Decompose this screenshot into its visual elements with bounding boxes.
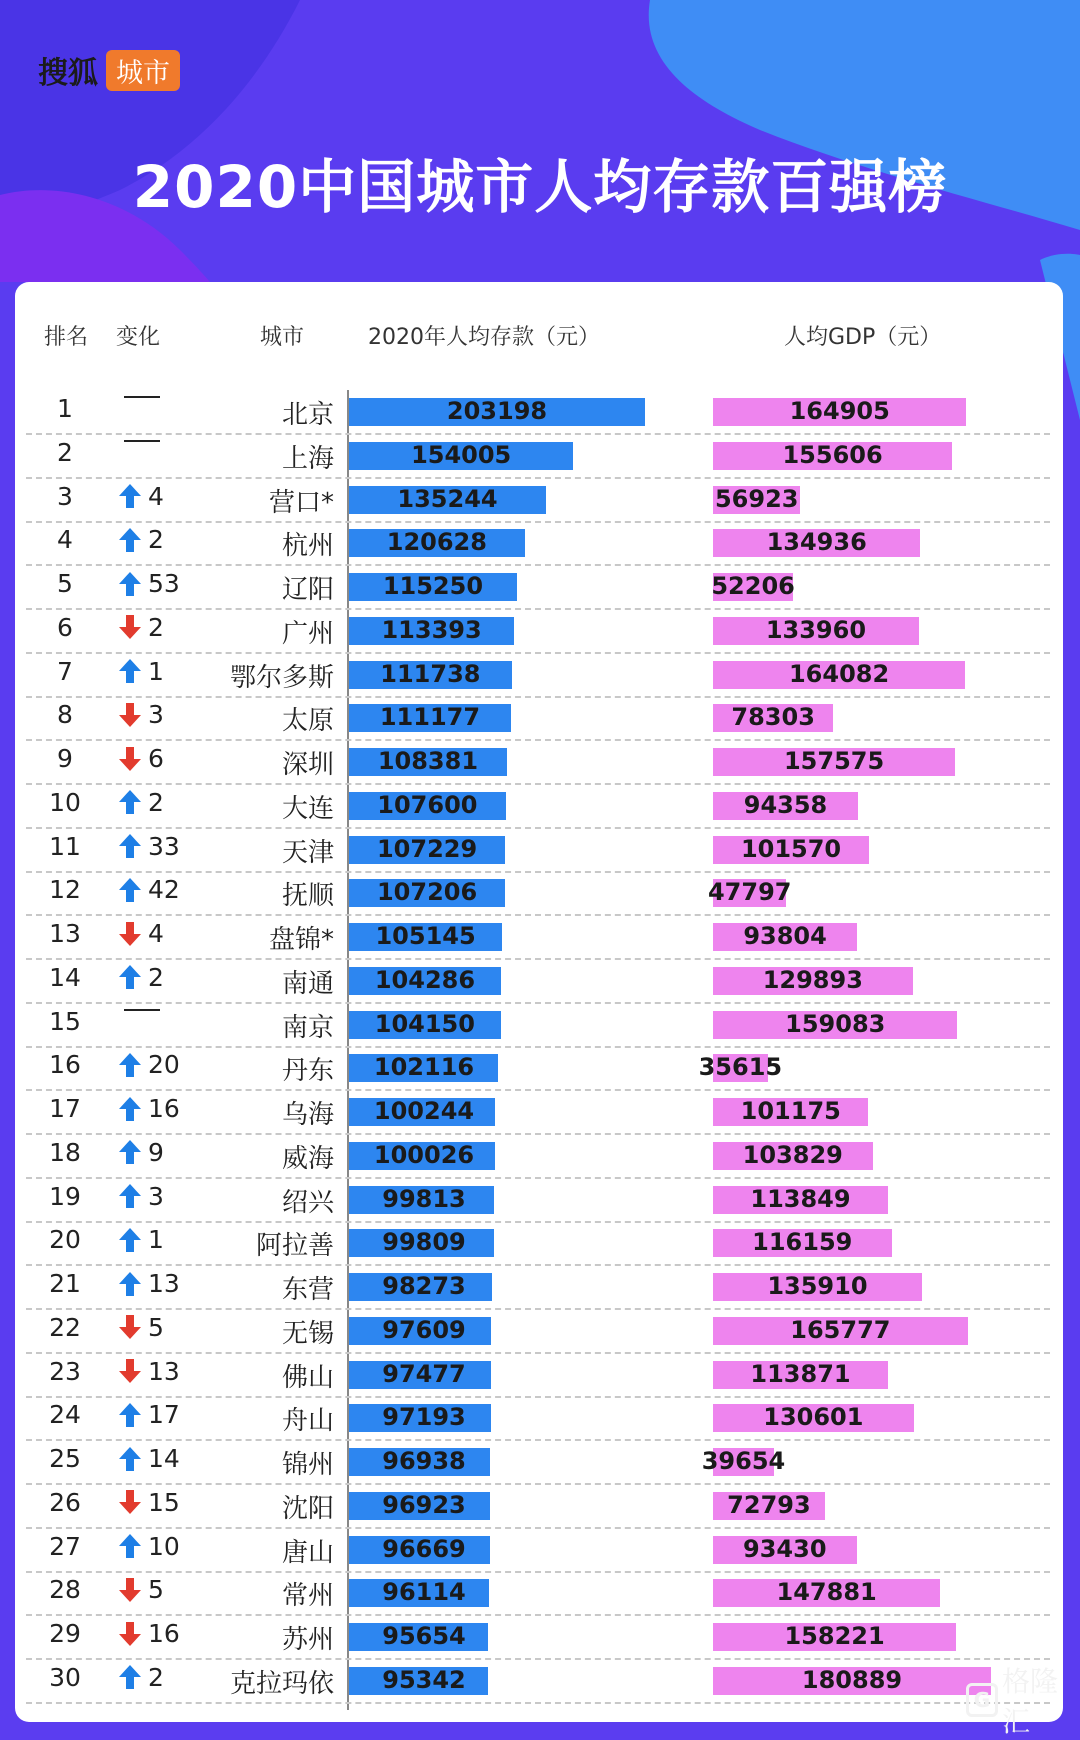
table-row bbox=[0, 1528, 1080, 1572]
change-cell bbox=[118, 1663, 208, 1692]
change-value: 17 bbox=[148, 1400, 180, 1430]
rank-cell: 8 bbox=[57, 700, 73, 730]
city-name: 东营 bbox=[281, 1275, 334, 1305]
gdp-value: 159083 bbox=[785, 1009, 886, 1038]
deposit-value: 120628 bbox=[386, 528, 487, 557]
change-value: 1 bbox=[148, 1225, 164, 1255]
change-value: 6 bbox=[148, 744, 164, 773]
arrow-up-icon bbox=[118, 1664, 142, 1690]
rank-cell: 16 bbox=[49, 1050, 81, 1080]
table-row bbox=[0, 1571, 1080, 1615]
change-cell bbox=[118, 1488, 208, 1517]
watermark-logo-icon: G bbox=[966, 1683, 998, 1717]
change-cell bbox=[118, 919, 208, 948]
rank-cell: 23 bbox=[49, 1356, 81, 1386]
rank-cell: 18 bbox=[49, 1137, 81, 1167]
city-name: 上海 bbox=[281, 443, 334, 474]
change-cell bbox=[118, 1225, 208, 1254]
change-value: 2 bbox=[148, 612, 164, 642]
table-row bbox=[0, 565, 1080, 609]
watermark bbox=[966, 1660, 1080, 1740]
change-cell bbox=[118, 1444, 208, 1473]
arrow-up-icon bbox=[118, 658, 142, 684]
gdp-value: 52206 bbox=[711, 572, 795, 600]
table-row bbox=[0, 1615, 1080, 1659]
arrow-up-icon bbox=[118, 483, 142, 509]
no-change-dash-icon bbox=[124, 396, 160, 398]
deposit-value: 100026 bbox=[373, 1140, 475, 1169]
change-value: 2 bbox=[148, 1662, 164, 1692]
arrow-down-icon bbox=[118, 921, 142, 947]
gdp-value: 93430 bbox=[743, 1534, 827, 1563]
city-name: 盘锦* bbox=[268, 925, 334, 955]
deposit-value: 96114 bbox=[382, 1578, 466, 1607]
table-row bbox=[0, 1659, 1080, 1703]
arrow-up-icon bbox=[118, 1446, 142, 1472]
city-name: 鄂尔多斯 bbox=[229, 662, 334, 693]
deposit-value: 115250 bbox=[382, 572, 484, 600]
rank-cell: 11 bbox=[49, 831, 81, 861]
deposit-value: 105145 bbox=[375, 922, 476, 950]
change-value: 3 bbox=[148, 700, 164, 730]
change-value: 16 bbox=[148, 1094, 180, 1123]
arrow-up-icon bbox=[118, 833, 142, 859]
change-value: 14 bbox=[148, 1444, 180, 1473]
rank-cell: 22 bbox=[49, 1312, 81, 1342]
gdp-value: 133960 bbox=[765, 615, 867, 644]
change-cell bbox=[118, 1313, 208, 1342]
deposit-value: 135244 bbox=[397, 484, 498, 513]
city-name: 南京 bbox=[281, 1012, 334, 1043]
deposit-value: 99809 bbox=[382, 1228, 466, 1257]
city-name: 天津 bbox=[281, 837, 334, 868]
change-cell bbox=[118, 1532, 208, 1561]
city-name: 南通 bbox=[281, 968, 334, 999]
change-cell bbox=[118, 1400, 208, 1429]
brand-name: 搜狐 bbox=[38, 56, 98, 91]
table-row bbox=[0, 1440, 1080, 1484]
deposit-value: 97193 bbox=[382, 1403, 466, 1432]
rank-cell: 1 bbox=[57, 394, 73, 423]
gdp-value: 39654 bbox=[701, 1447, 786, 1475]
change-value: 5 bbox=[148, 1575, 164, 1605]
rank-cell: 28 bbox=[49, 1575, 81, 1605]
table-row bbox=[0, 696, 1080, 740]
gdp-value: 164905 bbox=[789, 397, 890, 425]
table-row bbox=[0, 1265, 1080, 1309]
rank-cell: 13 bbox=[49, 919, 81, 948]
gdp-value: 158221 bbox=[784, 1622, 885, 1650]
city-name: 苏州 bbox=[281, 1625, 334, 1655]
change-value: 2 bbox=[148, 525, 164, 555]
page-title: 2020中国城市人均存款百强榜 bbox=[132, 153, 948, 221]
table-row bbox=[0, 1134, 1080, 1178]
arrow-down-icon bbox=[118, 1358, 142, 1384]
city-name: 深圳 bbox=[281, 750, 334, 780]
deposit-value: 97477 bbox=[382, 1359, 466, 1388]
deposit-value: 107206 bbox=[376, 878, 478, 907]
change-value: 53 bbox=[148, 569, 180, 598]
change-value: 16 bbox=[148, 1619, 180, 1648]
city-name: 乌海 bbox=[281, 1100, 334, 1130]
watermark-text: 格隆汇 bbox=[1002, 1665, 1059, 1738]
deposit-value: 99813 bbox=[382, 1184, 466, 1213]
arrow-down-icon bbox=[118, 614, 142, 640]
change-cell bbox=[118, 525, 208, 554]
table-row bbox=[0, 1003, 1080, 1047]
arrow-up-icon bbox=[118, 789, 142, 815]
city-name: 舟山 bbox=[281, 1406, 334, 1437]
table-row bbox=[0, 1353, 1080, 1397]
change-cell bbox=[118, 700, 208, 729]
gdp-value: 72793 bbox=[727, 1490, 811, 1519]
rank-cell: 3 bbox=[57, 481, 73, 511]
change-value: 13 bbox=[148, 1269, 180, 1298]
rank-cell: 20 bbox=[49, 1225, 81, 1255]
deposit-value: 113393 bbox=[381, 615, 482, 644]
change-cell bbox=[118, 1269, 208, 1298]
deposit-value: 111738 bbox=[380, 659, 481, 688]
change-cell bbox=[118, 569, 208, 598]
arrow-up-icon bbox=[118, 1271, 142, 1297]
rank-cell: 6 bbox=[57, 612, 73, 642]
gdp-value: 147881 bbox=[776, 1578, 877, 1607]
gdp-value: 135910 bbox=[767, 1272, 868, 1300]
table-row bbox=[0, 1046, 1080, 1090]
arrow-down-icon bbox=[118, 1577, 142, 1603]
city-name: 辽阳 bbox=[281, 575, 334, 605]
rank-cell: 7 bbox=[57, 656, 73, 686]
table-row bbox=[0, 653, 1080, 697]
city-name: 无锡 bbox=[281, 1318, 334, 1349]
rank-cell: 27 bbox=[49, 1531, 81, 1561]
deposit-value: 95654 bbox=[382, 1622, 466, 1650]
city-name: 威海 bbox=[281, 1143, 334, 1174]
rank-cell: 12 bbox=[49, 875, 81, 905]
change-cell bbox=[118, 394, 208, 398]
rank-cell: 19 bbox=[49, 1181, 81, 1211]
table-row bbox=[0, 828, 1080, 872]
table-row bbox=[0, 390, 1080, 434]
gdp-value: 93804 bbox=[743, 922, 827, 950]
gdp-value: 164082 bbox=[788, 659, 890, 688]
header-gdp: 人均GDP（元） bbox=[784, 325, 942, 350]
rank-cell: 30 bbox=[49, 1662, 81, 1692]
change-value: 9 bbox=[148, 1137, 164, 1167]
rank-cell: 26 bbox=[49, 1487, 81, 1517]
city-name: 锦州 bbox=[281, 1450, 334, 1480]
rank-cell: 14 bbox=[49, 962, 81, 992]
city-name: 丹东 bbox=[281, 1056, 334, 1087]
table-row bbox=[0, 959, 1080, 1003]
change-value: 20 bbox=[148, 1050, 180, 1080]
change-cell bbox=[118, 1182, 208, 1211]
change-value: 2 bbox=[148, 787, 164, 817]
table-row bbox=[0, 915, 1080, 959]
deposit-value: 97609 bbox=[382, 1315, 466, 1344]
change-value: 10 bbox=[148, 1531, 180, 1561]
no-change-dash-icon bbox=[124, 440, 160, 442]
change-value: 2 bbox=[148, 962, 164, 992]
table-row bbox=[0, 1309, 1080, 1353]
arrow-up-icon bbox=[118, 877, 142, 903]
arrow-up-icon bbox=[118, 1533, 142, 1559]
city-name: 唐山 bbox=[281, 1537, 334, 1568]
city-name: 杭州 bbox=[281, 531, 334, 562]
gdp-value: 180889 bbox=[801, 1665, 903, 1694]
deposit-value: 107229 bbox=[376, 834, 478, 863]
table-row bbox=[0, 871, 1080, 915]
arrow-up-icon bbox=[118, 1183, 142, 1209]
gdp-value: 78303 bbox=[731, 703, 815, 732]
gdp-value: 113849 bbox=[750, 1184, 851, 1213]
city-name: 沈阳 bbox=[281, 1493, 334, 1524]
change-value: 3 bbox=[148, 1181, 164, 1211]
city-name: 克拉玛依 bbox=[229, 1668, 334, 1699]
header-deposit: 2020年人均存款（元） bbox=[368, 325, 600, 350]
city-name: 大连 bbox=[281, 793, 334, 824]
arrow-up-icon bbox=[118, 964, 142, 990]
gdp-value: 113871 bbox=[750, 1359, 851, 1388]
change-value: 42 bbox=[148, 875, 180, 905]
gdp-value: 134936 bbox=[766, 528, 867, 557]
city-name: 营口* bbox=[268, 487, 334, 518]
table-row bbox=[0, 1178, 1080, 1222]
header-city: 城市 bbox=[260, 325, 305, 350]
gdp-value: 157575 bbox=[783, 747, 885, 775]
table-row bbox=[0, 609, 1080, 653]
rank-cell: 15 bbox=[49, 1006, 81, 1036]
rank-cell: 10 bbox=[49, 787, 81, 817]
deposit-value: 203198 bbox=[446, 397, 548, 425]
gdp-value: 47797 bbox=[707, 878, 792, 907]
city-name: 绍兴 bbox=[281, 1187, 334, 1218]
deposit-value: 107600 bbox=[377, 790, 478, 819]
rank-cell: 17 bbox=[49, 1094, 81, 1123]
change-cell bbox=[118, 963, 208, 992]
table-row bbox=[0, 478, 1080, 522]
gdp-value: 101175 bbox=[740, 1097, 841, 1125]
table-row bbox=[0, 1090, 1080, 1134]
rank-cell: 21 bbox=[49, 1269, 81, 1298]
change-cell bbox=[118, 875, 208, 904]
change-value: 1 bbox=[148, 656, 164, 686]
deposit-value: 96669 bbox=[382, 1534, 466, 1563]
change-cell bbox=[118, 1575, 208, 1604]
table-row bbox=[0, 1484, 1080, 1528]
gdp-value: 56923 bbox=[714, 484, 799, 513]
rank-cell: 29 bbox=[49, 1619, 81, 1648]
header-rank: 排名 bbox=[44, 325, 89, 350]
change-cell bbox=[118, 832, 208, 861]
change-value: 15 bbox=[148, 1487, 180, 1517]
city-name: 太原 bbox=[281, 706, 334, 737]
change-value: 4 bbox=[148, 919, 164, 948]
city-name: 常州 bbox=[281, 1581, 334, 1612]
deposit-value: 95342 bbox=[382, 1665, 466, 1694]
city-name: 广州 bbox=[281, 618, 334, 649]
arrow-down-icon bbox=[118, 1621, 142, 1647]
rank-cell: 2 bbox=[57, 437, 73, 467]
arrow-down-icon bbox=[118, 1489, 142, 1515]
table-row bbox=[0, 1396, 1080, 1440]
arrow-up-icon bbox=[118, 571, 142, 597]
gdp-value: 116159 bbox=[752, 1228, 853, 1257]
change-cell bbox=[118, 657, 208, 686]
deposit-value: 104286 bbox=[374, 965, 476, 994]
arrow-up-icon bbox=[118, 1227, 142, 1253]
change-cell bbox=[118, 1357, 208, 1386]
change-cell bbox=[118, 1138, 208, 1167]
city-name: 北京 bbox=[281, 400, 334, 430]
arrow-up-icon bbox=[118, 1402, 142, 1428]
arrow-down-icon bbox=[118, 746, 142, 772]
change-cell bbox=[118, 438, 208, 442]
change-cell bbox=[118, 788, 208, 817]
arrow-down-icon bbox=[118, 1314, 142, 1340]
header-change: 变化 bbox=[116, 325, 161, 350]
gdp-value: 94358 bbox=[743, 790, 828, 819]
change-value: 33 bbox=[148, 831, 180, 861]
change-cell bbox=[118, 613, 208, 642]
deposit-value: 108381 bbox=[377, 747, 479, 775]
change-value: 4 bbox=[148, 481, 164, 511]
change-cell bbox=[118, 1094, 208, 1123]
change-value: 13 bbox=[148, 1356, 180, 1386]
change-cell bbox=[118, 1007, 208, 1011]
change-cell bbox=[118, 744, 208, 773]
rank-cell: 9 bbox=[57, 744, 73, 773]
arrow-up-icon bbox=[118, 1139, 142, 1165]
deposit-value: 100244 bbox=[373, 1097, 475, 1125]
change-cell bbox=[118, 482, 208, 511]
deposit-value: 102116 bbox=[373, 1053, 475, 1082]
deposit-value: 104150 bbox=[374, 1009, 475, 1038]
change-cell bbox=[118, 1619, 208, 1648]
deposit-value: 154005 bbox=[411, 440, 512, 469]
no-change-dash-icon bbox=[124, 1009, 160, 1011]
arrow-up-icon bbox=[118, 1052, 142, 1078]
rank-cell: 25 bbox=[49, 1444, 81, 1473]
gdp-value: 35615 bbox=[698, 1053, 783, 1082]
arrow-up-icon bbox=[118, 527, 142, 553]
row-divider bbox=[26, 1702, 1050, 1704]
table-row bbox=[0, 521, 1080, 565]
deposit-value: 96923 bbox=[382, 1490, 466, 1519]
rank-cell: 4 bbox=[57, 525, 73, 555]
gdp-value: 165777 bbox=[790, 1315, 891, 1344]
gdp-value: 103829 bbox=[742, 1140, 843, 1169]
gdp-value: 130601 bbox=[763, 1403, 864, 1432]
table-row bbox=[0, 784, 1080, 828]
gdp-value: 101570 bbox=[740, 834, 842, 863]
table-row bbox=[0, 740, 1080, 784]
rank-cell: 5 bbox=[57, 569, 73, 598]
gdp-value: 129893 bbox=[762, 965, 863, 994]
arrow-up-icon bbox=[118, 1096, 142, 1122]
table-row bbox=[0, 434, 1080, 478]
city-name: 抚顺 bbox=[281, 881, 334, 912]
brand-tag: 城市 bbox=[106, 50, 180, 91]
change-cell bbox=[118, 1050, 208, 1079]
city-name: 阿拉善 bbox=[255, 1231, 334, 1262]
deposit-value: 111177 bbox=[379, 703, 481, 732]
change-value: 5 bbox=[148, 1312, 164, 1342]
city-name: 佛山 bbox=[281, 1362, 334, 1393]
rank-cell: 24 bbox=[49, 1400, 81, 1430]
table-row bbox=[0, 1221, 1080, 1265]
gdp-value: 155606 bbox=[782, 440, 883, 469]
deposit-value: 98273 bbox=[382, 1272, 466, 1300]
arrow-down-icon bbox=[118, 702, 142, 728]
deposit-value: 96938 bbox=[382, 1447, 466, 1475]
